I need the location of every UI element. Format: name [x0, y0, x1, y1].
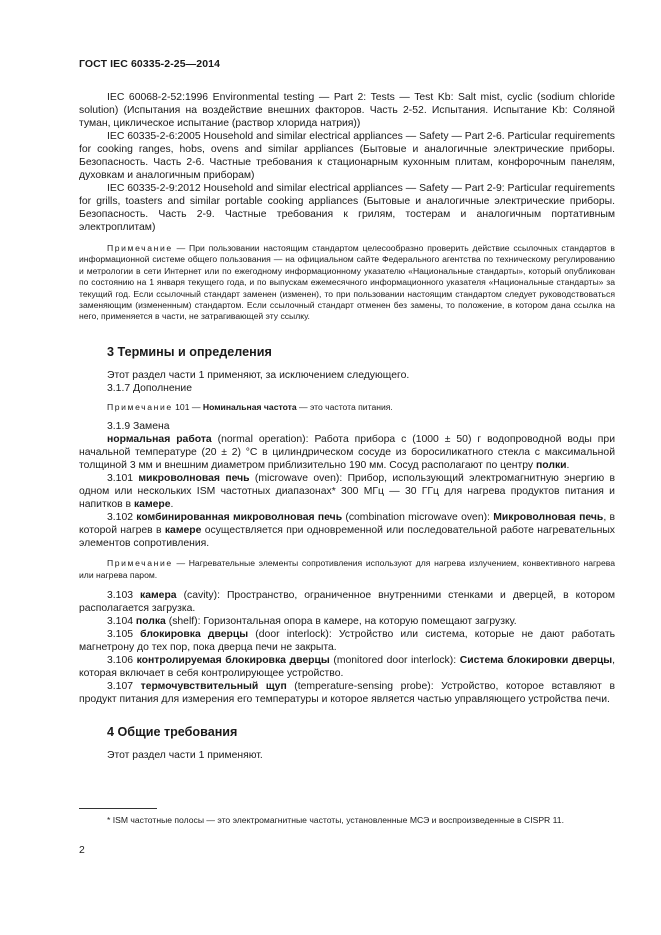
- definition-text: (normal operation): Работа прибора с (1000 ± 50) г водопроводной воды при начальной температуре (20 ± 2) °C в цилиндрическом сосуде из боросиликатного стекла с максимальной толщиной 3 мм и внешним диаметром приблизительно 190 мм. Сосуд располагают по центру: [79, 434, 615, 472]
- clause-number: 3.103: [107, 590, 141, 602]
- definition-3-106: [79, 654, 615, 680]
- reference-iec-60335-2-9: IEC 60335-2-9:2012 Household and similar electrical appliances — Safety — Part 2-9: Particular requirements for grills, toasters and similar portable cooking appliances (Бытовые и аналогичные электрические приборы. Безопасность. Часть 2-9. Частные требования к грилям, тостерам и аналогичным портативным электроплитам): [79, 183, 615, 233]
- clause-3-1-9: 3.1.9 Замена: [107, 421, 170, 433]
- punct: .: [170, 499, 174, 511]
- term-microwave-oven: микроволновая печь: [138, 473, 250, 485]
- term-cavity-ref: камере: [164, 525, 202, 537]
- definition-text: (monitored door interlock):: [329, 655, 460, 667]
- definition-3-101: [79, 472, 615, 511]
- term-normal-operation: нормальная работа: [107, 434, 212, 446]
- clause-number: 3.105: [107, 629, 141, 641]
- term-monitored-door-interlock: контролируемая блокировка дверцы: [136, 655, 330, 667]
- note-text: — При пользовании настоящим стандартом целесообразно проверить действие ссылочных стандартов в информационной системе общего пользования — на официальном сайте Федерального агентства по техническому регулированию и метрологии в сети Интернет или по ежегодному информационному указателю «Национальные стандарты», который опубликован по состоянию на 1 января текущего года, и по выпускам ежемесячного информационного указателя «Национальные стандарты» за текущий год. Если ссылочный стандарт заменен (изменен), то при пользовании настоящим стандартом следует руководствоваться заменяющим (измененным) стандартом. Если ссылочный стандарт отменен без замены, то положение, в котором дана ссылка на него, применяется в части, не затрагивающей эту ссылку.: [79, 243, 615, 322]
- definition-text: (door interlock): Устройство или система, которые не дают работать магнетрону до тех пор, пока дверца печи не закрыта.: [79, 629, 615, 654]
- term-rated-frequency: Номинальная частота: [202, 401, 297, 412]
- footnote-ism: * ISM частотные полосы — это электромагнитные частоты, установленные МСЭ и воспроизведенные в CISPR 11.: [107, 815, 564, 825]
- clause-number: 3.106: [107, 655, 137, 667]
- page-number: 2: [79, 845, 85, 856]
- section-3-title: 3 Термины и определения: [107, 344, 272, 359]
- section-4-intro: Этот раздел части 1 применяют.: [107, 750, 263, 762]
- note-label: Примечание: [107, 401, 173, 412]
- definition-3-104: [79, 615, 615, 628]
- clause-number: 3.101: [107, 473, 139, 485]
- definition-3-107: [79, 680, 615, 706]
- note-heating-elements: [79, 558, 615, 581]
- term-temperature-sensing-probe: термочувствительный щуп: [140, 681, 287, 693]
- clause-number: 3.104: [107, 616, 136, 628]
- footnote-separator: [79, 808, 157, 809]
- term-door-interlock: блокировка дверцы: [140, 629, 249, 641]
- note-label: Примечание: [107, 558, 173, 569]
- section-3-intro: Этот раздел части 1 применяют, за исключением следующего.: [107, 369, 410, 381]
- section-4-title: 4 Общие требования: [107, 725, 238, 740]
- definition-text: , в которой нагрев в: [79, 512, 615, 537]
- note-101: [79, 402, 615, 413]
- definition-text: (cavity): Пространство, ограниченное внутренними стенками и дверцей, в котором располагается загрузка.: [79, 590, 616, 615]
- definition-text: , которая включает в себя контролирующее устройство.: [79, 655, 615, 680]
- definition-text: (temperature-sensing probe): Устройство, которое вставляют в продукт питания для измерения его температуры и которое является частью управляющего устройства печи.: [79, 681, 615, 706]
- term-shelf-ref: полки: [535, 460, 567, 472]
- punct: .: [566, 460, 570, 472]
- definition-3-105: [79, 628, 615, 654]
- clause-number: 3.107: [107, 681, 141, 693]
- note-text: — Нагревательные элементы сопротивления используют для нагрева излучением, конвективного нагрева или нагрева паром.: [79, 558, 615, 580]
- footnote: [79, 815, 615, 826]
- definition-normal-operation: [79, 433, 615, 472]
- reference-iec-60335-2-6: IEC 60335-2-6:2005 Household and similar electrical appliances — Safety — Part 2-6. Particular requirements for cooking ranges, hobs, ovens and similar appliances (Бытовые и аналогичные электрические приборы. Безопасность. Часть 2-6. Частные требования к стационарным кухонным плитам, конфорочным панелям, духовкам и аналогичным приборам): [79, 131, 615, 181]
- note-text: — это частота питания.: [296, 401, 393, 412]
- document-body: [79, 91, 615, 762]
- document-header: ГОСТ IEC 60335-2-25—2014: [79, 58, 221, 70]
- definition-text: (shelf): Горизонтальная опора в камере, на которую помещают загрузку.: [165, 616, 517, 628]
- definition-text: осуществляется при одновременной или последовательной работе нагревательных элементов сопротивления.: [79, 525, 616, 550]
- note-number: 101 —: [172, 401, 203, 412]
- clause-3-1-7: 3.1.7 Дополнение: [107, 382, 193, 394]
- definition-text: (combination microwave oven):: [342, 512, 494, 524]
- note-label: Примечание: [107, 243, 173, 253]
- term-combination-microwave-oven: комбинированная микроволновая печь: [136, 512, 343, 524]
- definition-text: (microwave oven): Прибор, использующий электромагнитную энергию в одном или нескольких ISM частотных диапазонах* 300 МГц — 30 ГГц для нагрева продуктов питания и напитков в: [79, 473, 616, 511]
- term-door-interlock-system-ref: Система блокировки дверцы: [459, 655, 613, 667]
- clause-number: 3.102: [107, 512, 137, 524]
- definition-3-102: [79, 511, 615, 550]
- term-cavity-ref: камере: [133, 499, 171, 511]
- term-shelf: полка: [135, 616, 166, 628]
- term-microwave-oven-ref: Микроволновая печь: [493, 512, 604, 524]
- term-cavity: камера: [140, 590, 177, 602]
- note-references: [79, 243, 615, 323]
- reference-iec-60068-2-52: IEC 60068-2-52:1996 Environmental testing — Part 2: Tests — Test Kb: Salt mist, cyclic (sodium chloride solution) (Испытания на воздействие внешних факторов. Часть 2-52. Испытания. Испытание Kb: Соляной туман, циклическое испытание (раствор хлорида натрия)): [79, 92, 615, 129]
- definition-3-103: [79, 589, 615, 615]
